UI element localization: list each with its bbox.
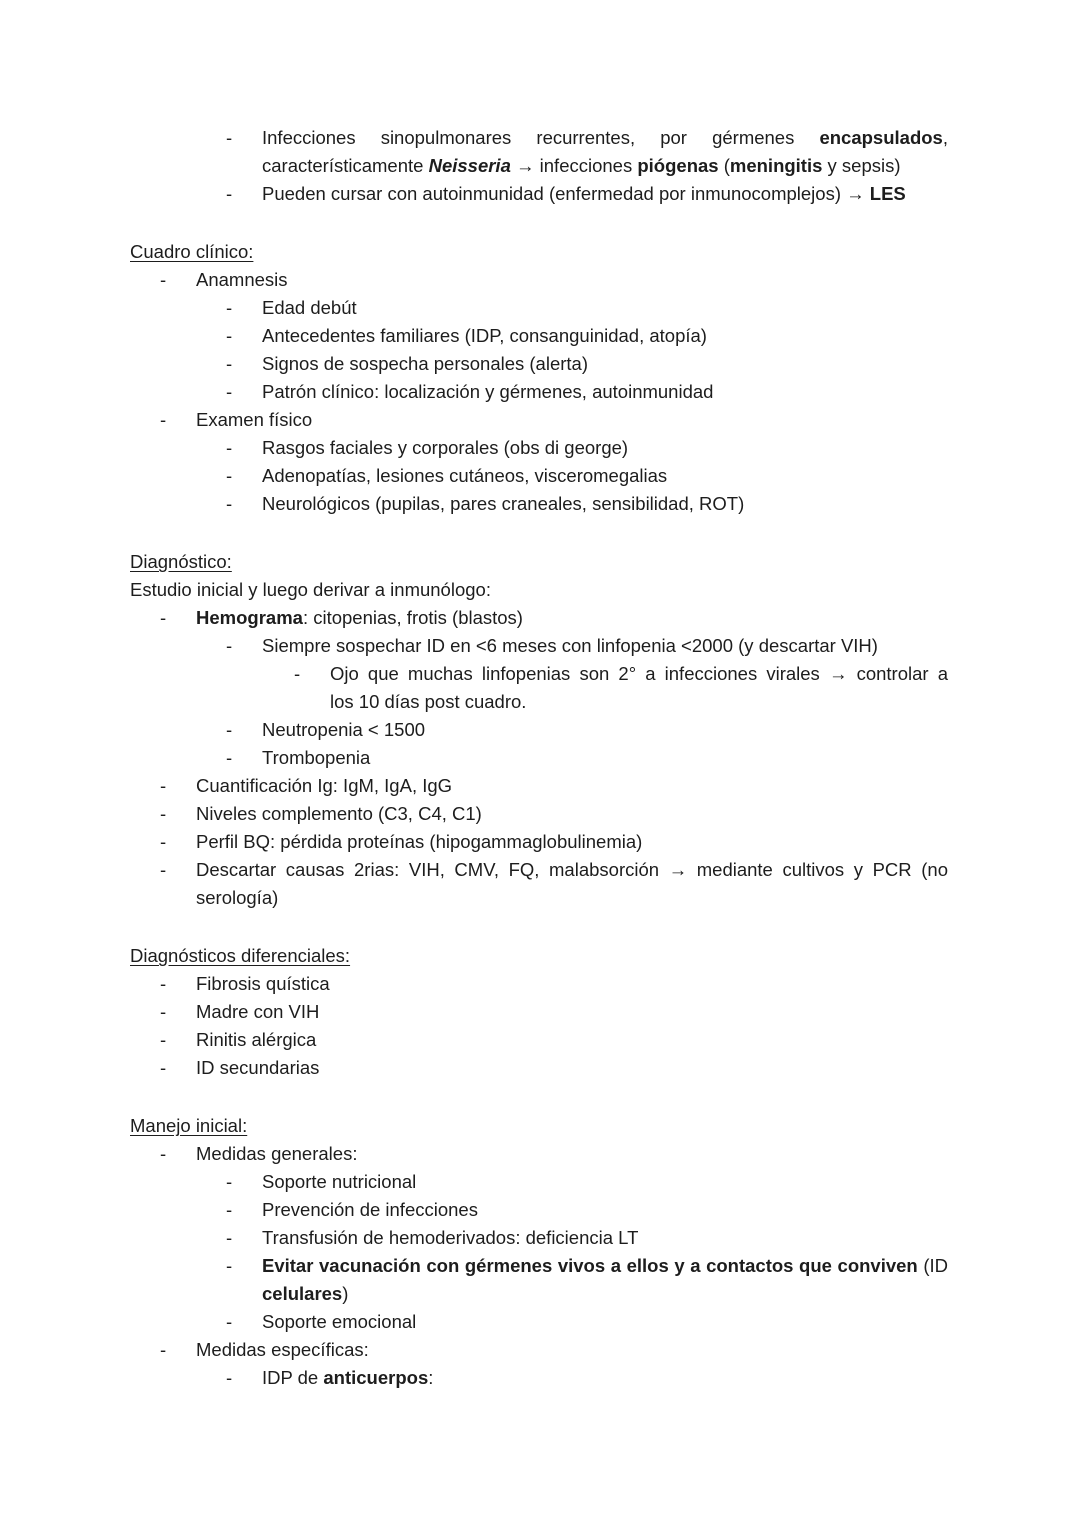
text-run: Descartar causas 2rias: VIH, CMV, FQ, malabsorción → mediante cultivos y PCR (no [196, 859, 948, 880]
text-run: , [942, 127, 948, 148]
bullet-item [130, 604, 948, 632]
bullet-item [130, 350, 948, 378]
text-block [196, 856, 948, 912]
text-run: Estudio inicial y luego derivar a inmunólogo: [130, 579, 491, 600]
text-line [262, 1252, 948, 1280]
text-run: Edad debút [262, 297, 357, 318]
text-run: los 10 días post cuadro. [330, 691, 527, 712]
text-block [262, 1168, 948, 1196]
text-block [196, 604, 948, 632]
text-run: (ID [917, 1255, 948, 1276]
bullet-dash: - [160, 409, 167, 430]
text-run: IDP de [262, 1367, 324, 1388]
bullet-dash: - [226, 465, 233, 486]
bullet-dash: - [160, 1339, 167, 1360]
text-run: Manejo inicial: [130, 1115, 248, 1136]
bullet-dash: - [226, 1311, 233, 1332]
text-run: Cuantificación Ig: IgM, IgA, IgG [196, 775, 453, 796]
bullet-item [130, 1336, 948, 1364]
text-block [262, 378, 948, 406]
text-line [130, 1112, 948, 1140]
text-block [196, 970, 948, 998]
text-block [262, 462, 948, 490]
text-line [330, 688, 948, 716]
text-block [196, 1336, 948, 1364]
bullet-item [130, 180, 948, 208]
text-run: Adenopatías, lesiones cutáneos, visceromegalias [262, 465, 668, 486]
text-run: Pueden cursar con autoinmunidad (enfermedad por inmunocomplejos) → [262, 183, 870, 204]
text-block [262, 294, 948, 322]
text-run: Siempre sospechar ID en <6 meses con linfopenia <2000 (y descartar VIH) [262, 635, 878, 656]
text-run: Antecedentes familiares (IDP, consanguinidad, atopía) [262, 325, 707, 346]
bullet-dash: - [226, 719, 233, 740]
text-line [262, 124, 948, 152]
bullet-item [130, 462, 948, 490]
bullet-dash: - [160, 973, 167, 994]
bullet-dash: - [160, 1057, 167, 1078]
section-gap [130, 208, 948, 238]
text-run: Rinitis alérgica [196, 1029, 317, 1050]
bullet-dash: - [226, 747, 233, 768]
text-block [130, 576, 948, 604]
bullet-item [130, 124, 948, 180]
text-line [130, 238, 948, 266]
bullet-dash: - [226, 381, 233, 402]
text-block [262, 1224, 948, 1252]
text-line [130, 576, 948, 604]
text-run: celulares [262, 1283, 343, 1304]
text-block [262, 350, 948, 378]
text-line [262, 1280, 948, 1308]
text-line [262, 322, 948, 350]
text-block [262, 744, 948, 772]
text-line [196, 266, 948, 294]
bullet-item [130, 266, 948, 294]
text-line [196, 1054, 948, 1082]
text-line [196, 1140, 948, 1168]
section-gap [130, 518, 948, 548]
bullet-item [130, 744, 948, 772]
text-run: ( [718, 155, 730, 176]
bullet-item [130, 660, 948, 716]
text-line [262, 1224, 948, 1252]
bullet-dash: - [160, 1001, 167, 1022]
text-line [262, 1196, 948, 1224]
text-block [130, 548, 948, 576]
text-line [262, 1168, 948, 1196]
bullet-dash: - [226, 1255, 233, 1276]
text-block [262, 1252, 948, 1308]
text-line [262, 434, 948, 462]
bullet-dash: - [160, 803, 167, 824]
bullet-dash: - [294, 663, 301, 684]
text-line [196, 772, 948, 800]
text-line [262, 378, 948, 406]
text-run: Hemograma [196, 607, 303, 628]
bullet-dash: - [226, 1367, 233, 1388]
bullet-item [130, 1196, 948, 1224]
text-run: anticuerpos [323, 1367, 429, 1388]
section-heading [130, 238, 948, 266]
text-run: : citopenias, frotis (blastos) [302, 607, 523, 628]
text-run: Neutropenia < 1500 [262, 719, 426, 740]
text-run: : [428, 1367, 434, 1388]
bullet-item [130, 1140, 948, 1168]
text-block [262, 434, 948, 462]
text-run: Diagnósticos diferenciales: [130, 945, 351, 966]
bullet-dash: - [226, 437, 233, 458]
bullet-dash: - [160, 859, 167, 880]
bullet-dash: - [160, 1143, 167, 1164]
bullet-dash: - [226, 1227, 233, 1248]
text-run: Soporte nutricional [262, 1171, 417, 1192]
text-line [196, 406, 948, 434]
bullet-dash: - [226, 635, 233, 656]
text-block [262, 322, 948, 350]
text-line [196, 884, 948, 912]
text-run: Prevención de infecciones [262, 1199, 478, 1220]
bullet-item [130, 1308, 948, 1336]
text-run: ) [342, 1283, 349, 1304]
text-line [196, 800, 948, 828]
bullet-item [130, 1364, 948, 1392]
bullet-dash: - [160, 831, 167, 852]
bullet-item [130, 1026, 948, 1054]
text-line [262, 152, 948, 180]
text-run: Perfil BQ: pérdida proteínas (hipogammaglobulinemia) [196, 831, 643, 852]
text-block [196, 1054, 948, 1082]
bullet-item [130, 378, 948, 406]
bullet-dash: - [226, 493, 233, 514]
bullet-dash: - [226, 183, 233, 204]
text-block [262, 1364, 948, 1392]
text-line [196, 998, 948, 1026]
text-run: Anamnesis [196, 269, 288, 290]
bullet-item [130, 716, 948, 744]
text-block [196, 772, 948, 800]
text-run: Infecciones sinopulmonares recurrentes, por gérmenes [262, 127, 820, 148]
text-line [262, 1308, 948, 1336]
text-block [262, 632, 948, 660]
text-block [130, 238, 948, 266]
bullet-dash: - [226, 1171, 233, 1192]
bullet-item [130, 322, 948, 350]
paragraph [130, 576, 948, 604]
text-block [196, 998, 948, 1026]
bullet-item [130, 294, 948, 322]
text-line [196, 1336, 948, 1364]
text-run: LES [869, 183, 906, 204]
text-line [262, 350, 948, 378]
text-block [196, 406, 948, 434]
text-run: Trombopenia [262, 747, 371, 768]
bullet-item [130, 856, 948, 912]
text-run: Niveles complemento (C3, C4, C1) [196, 803, 482, 824]
text-run: Neurológicos (pupilas, pares craneales, sensibilidad, ROT) [262, 493, 745, 514]
text-run: Examen físico [196, 409, 313, 430]
text-block [262, 124, 948, 180]
text-run: Evitar vacunación con gérmenes vivos a ellos y a contactos que conviven [262, 1255, 918, 1276]
bullet-item [130, 490, 948, 518]
bullet-dash: - [226, 1199, 233, 1220]
bullet-item [130, 406, 948, 434]
text-line [262, 1364, 948, 1392]
text-run: Diagnóstico: [130, 551, 232, 572]
text-run: Cuadro clínico: [130, 241, 254, 262]
bullet-dash: - [226, 297, 233, 318]
text-run: meningitis [729, 155, 823, 176]
bullet-item [130, 632, 948, 660]
text-block [196, 1140, 948, 1168]
text-block [330, 660, 948, 716]
text-line [196, 1026, 948, 1054]
text-line [262, 294, 948, 322]
text-run: y sepsis) [822, 155, 901, 176]
text-run: ID secundarias [196, 1057, 320, 1078]
bullet-dash: - [160, 269, 167, 290]
text-block [196, 800, 948, 828]
text-line [130, 548, 948, 576]
bullet-dash: - [160, 1029, 167, 1050]
bullet-item [130, 800, 948, 828]
text-line [196, 604, 948, 632]
text-block [262, 716, 948, 744]
bullet-item [130, 1054, 948, 1082]
bullet-item [130, 1252, 948, 1308]
section-heading [130, 942, 948, 970]
text-run: Medidas específicas: [196, 1339, 369, 1360]
bullet-dash: - [226, 353, 233, 374]
text-line [262, 716, 948, 744]
text-line [262, 744, 948, 772]
text-run: característicamente [262, 155, 429, 176]
bullet-item [130, 434, 948, 462]
bullet-dash: - [160, 607, 167, 628]
bullet-item [130, 998, 948, 1026]
text-block [130, 1112, 948, 1140]
section-heading [130, 1112, 948, 1140]
text-run: Soporte emocional [262, 1311, 417, 1332]
text-run: Signos de sospecha personales (alerta) [262, 353, 588, 374]
text-line [196, 856, 948, 884]
bullet-item [130, 970, 948, 998]
text-line [196, 828, 948, 856]
text-line [130, 942, 948, 970]
text-line [262, 490, 948, 518]
text-line [262, 632, 948, 660]
text-run: Neisseria [428, 155, 511, 176]
document-content [130, 124, 948, 1392]
text-line [330, 660, 948, 688]
bullet-dash: - [226, 325, 233, 346]
section-heading [130, 548, 948, 576]
text-block [262, 1308, 948, 1336]
text-block [196, 828, 948, 856]
text-block [262, 490, 948, 518]
text-run: Medidas generales: [196, 1143, 358, 1164]
bullet-item [130, 772, 948, 800]
text-run: encapsulados [819, 127, 943, 148]
text-run: → infecciones [510, 155, 638, 176]
bullet-item [130, 1168, 948, 1196]
bullet-dash: - [160, 775, 167, 796]
text-block [262, 1196, 948, 1224]
text-run: piógenas [637, 155, 719, 176]
text-run: Ojo que muchas linfopenias son 2° a infecciones virales → controlar a [330, 663, 948, 684]
text-run: Rasgos faciales y corporales (obs di george) [262, 437, 629, 458]
text-block [196, 266, 948, 294]
text-line [196, 970, 948, 998]
text-run: Patrón clínico: localización y gérmenes, autoinmunidad [262, 381, 714, 402]
text-block [196, 1026, 948, 1054]
text-line [262, 180, 948, 208]
text-run: Transfusión de hemoderivados: deficiencia LT [262, 1227, 639, 1248]
text-block [262, 180, 948, 208]
bullet-item [130, 828, 948, 856]
section-gap [130, 1082, 948, 1112]
text-run: Madre con VIH [196, 1001, 320, 1022]
bullet-dash: - [226, 127, 233, 148]
text-run: serología) [196, 887, 279, 908]
section-gap [130, 912, 948, 942]
bullet-item [130, 1224, 948, 1252]
text-block [130, 942, 948, 970]
text-line [262, 462, 948, 490]
text-run: Fibrosis quística [196, 973, 330, 994]
